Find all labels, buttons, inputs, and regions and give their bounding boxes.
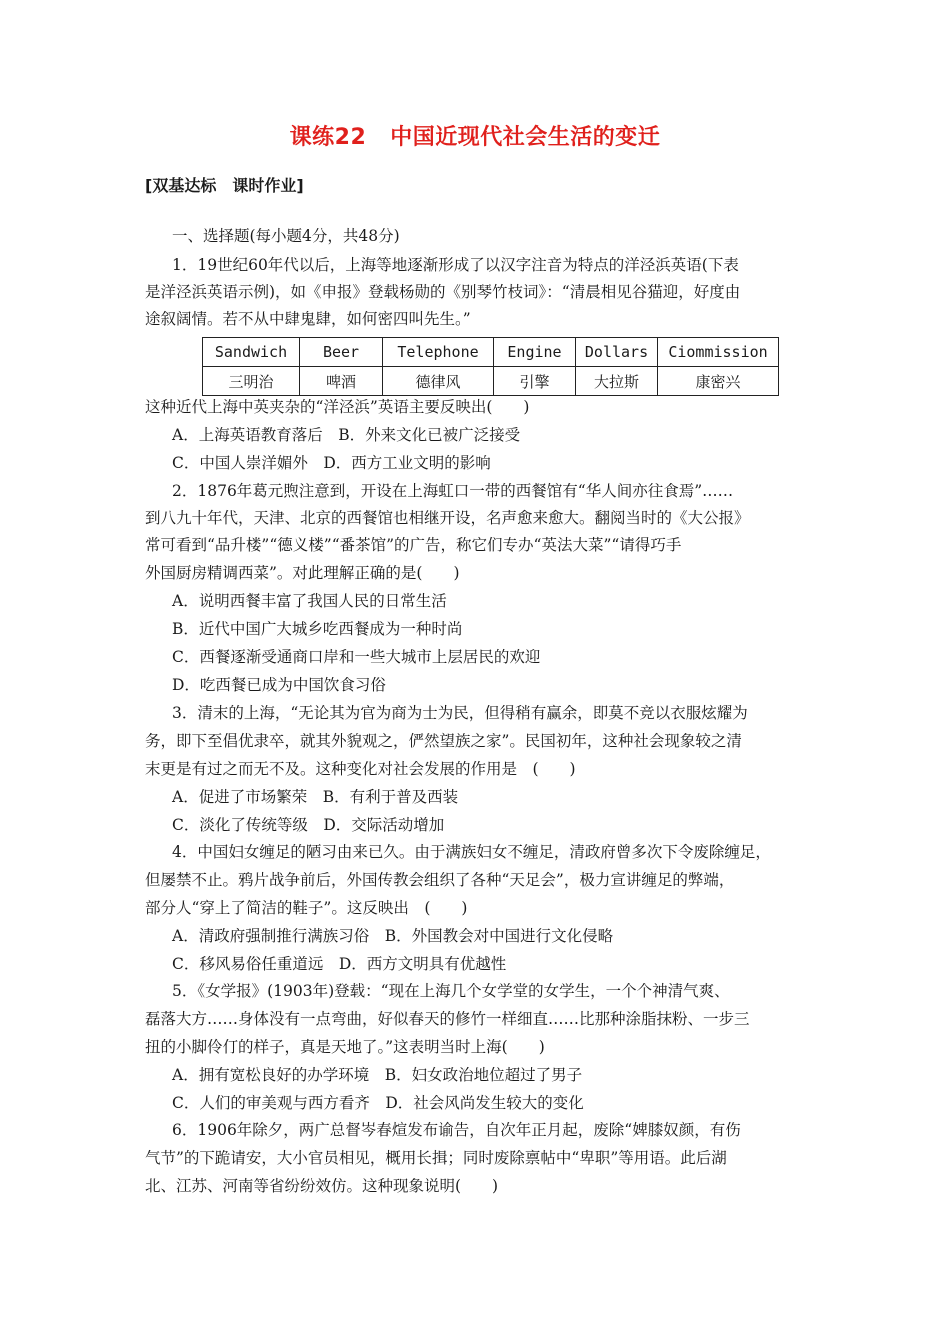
question-3-options-cd: C．淡化了传统等级 D．交际活动增加 [172, 816, 445, 834]
table-cell: 康密兴 [658, 367, 779, 396]
question-4-options-cd: C．移风易俗任重道远 D．西方文明具有优越性 [172, 955, 507, 973]
question-6-line-2: 气节”的下跪请安，大小官员相见，概用长揖；同时废除禀帖中“卑职”等用语。此后湖 [145, 1149, 727, 1167]
table-cell: Dollars [576, 338, 658, 367]
question-6-line-3: 北、江苏、河南等省纷纷效仿。这种现象说明( ) [145, 1177, 499, 1195]
question-2-line-2: 到八九十年代，天津、北京的西餐馆也相继开设，名声愈来愈大。翻阅当时的《大公报》 [145, 509, 750, 527]
question-3-options-ab: A．促进了市场繁荣 B．有利于普及西装 [172, 788, 459, 806]
lesson-topic: 中国近现代社会生活的变迁 [390, 125, 661, 150]
question-1-options-cd: C．中国人崇洋媚外 D．西方工业文明的影响 [172, 454, 491, 472]
section-heading: [双基达标 课时作业] [145, 176, 304, 195]
question-3-line-2: 务，即下至倡优隶卒，就其外貌观之，俨然望族之家”。民国初年，这种社会现象较之清 [145, 732, 742, 750]
page-title [0, 120, 950, 151]
table-cell: Ciommission [658, 338, 779, 367]
question-1-options-ab: A．上海英语教育落后 B．外来文化已被广泛接受 [172, 426, 521, 444]
question-1-stem: 这种近代上海中英夹杂的“洋泾浜”英语主要反映出( ) [145, 398, 530, 416]
question-2-line-1: 2．1876年葛元煦注意到，开设在上海虹口一带的西餐馆有“华人间亦往食焉”…… [172, 482, 734, 500]
table-cell: 大拉斯 [576, 367, 658, 396]
question-5-options-cd: C．人们的审美观与西方看齐 D．社会风尚发生较大的变化 [172, 1094, 584, 1112]
question-4-line-3: 部分人“穿上了简洁的鞋子”。这反映出 ( ) [145, 899, 468, 917]
lesson-number: 课练22 [289, 125, 367, 150]
question-4-line-1: 4．中国妇女缠足的陋习由来已久。由于满族妇女不缠足，清政府曾多次下令废除缠足， [172, 843, 771, 861]
question-1-line-2: 是洋泾浜英语示例)，如《申报》登载杨勋的《别琴竹枝词》：“清晨相见谷猫迎，好度由 [145, 283, 741, 301]
question-5-line-2: 磊落大方……身体没有一点弯曲，好似春天的修竹一样细直……比那种涂脂抹粉、一步三 [145, 1010, 750, 1028]
question-5-options-ab: A．拥有宽松良好的办学环境 B．妇女政治地位超过了男子 [172, 1066, 583, 1084]
table-cell: 德律风 [383, 367, 494, 396]
table-cell: 啤酒 [300, 367, 383, 396]
question-2-line-4: 外国厨房精调西菜”。对此理解正确的是( ) [145, 564, 460, 582]
question-1-line-1: 1．19世纪60年代以后，上海等地逐渐形成了以汉字注音为特点的洋泾浜英语(下表 [172, 256, 739, 274]
part-heading: 一、选择题(每小题4分，共48分) [172, 227, 400, 245]
question-4-options-ab: A．清政府强制推行满族习俗 B．外国教会对中国进行文化侵略 [172, 927, 614, 945]
question-3-line-3: 末更是有过之而无不及。这种变化对社会发展的作用是 ( ) [145, 760, 576, 778]
table-cell: Telephone [383, 338, 494, 367]
question-2-option-c: C．西餐逐渐受通商口岸和一些大城市上层居民的欢迎 [172, 648, 541, 666]
table-cell: 引擎 [494, 367, 576, 396]
question-5-line-1: 5．《女学报》(1903年)登载：“现在上海几个女学堂的女学生，一个个神清气爽、 [172, 982, 730, 1000]
question-6-line-1: 6．1906年除夕，两广总督岑春煊发布谕告，自次年正月起，废除“婢膝奴颜，有伤 [172, 1121, 741, 1139]
table-cell: 三明治 [203, 367, 300, 396]
pidgin-english-table [202, 337, 779, 396]
question-2-option-a: A．说明西餐丰富了我国人民的日常生活 [172, 592, 447, 610]
question-3-line-1: 3．清末的上海，“无论其为官为商为士为民，但得稍有赢余，即莫不竞以衣服炫耀为 [172, 704, 748, 722]
table-row-chinese [203, 367, 779, 396]
question-2-option-d: D．吃西餐已成为中国饮食习俗 [172, 676, 386, 694]
question-5-line-3: 扭的小脚伶仃的样子，真是天地了。”这表明当时上海( ) [145, 1038, 545, 1056]
question-1-line-3: 途叙阔情。若不从中肆鬼肆，如何密四叫先生。” [145, 310, 471, 328]
table-row-english [203, 338, 779, 367]
table-cell: Engine [494, 338, 576, 367]
question-2-line-3: 常可看到“品升楼”“德义楼”“番茶馆”的广告，称它们专办“英法大菜”“请得巧手 [145, 536, 682, 554]
question-4-line-2: 但屡禁不止。鸦片战争前后，外国传教会组织了各种“天足会”，极力宣讲缠足的弊端， [145, 871, 735, 889]
table-cell: Sandwich [203, 338, 300, 367]
table-cell: Beer [300, 338, 383, 367]
question-2-option-b: B．近代中国广大城乡吃西餐成为一种时尚 [172, 620, 463, 638]
